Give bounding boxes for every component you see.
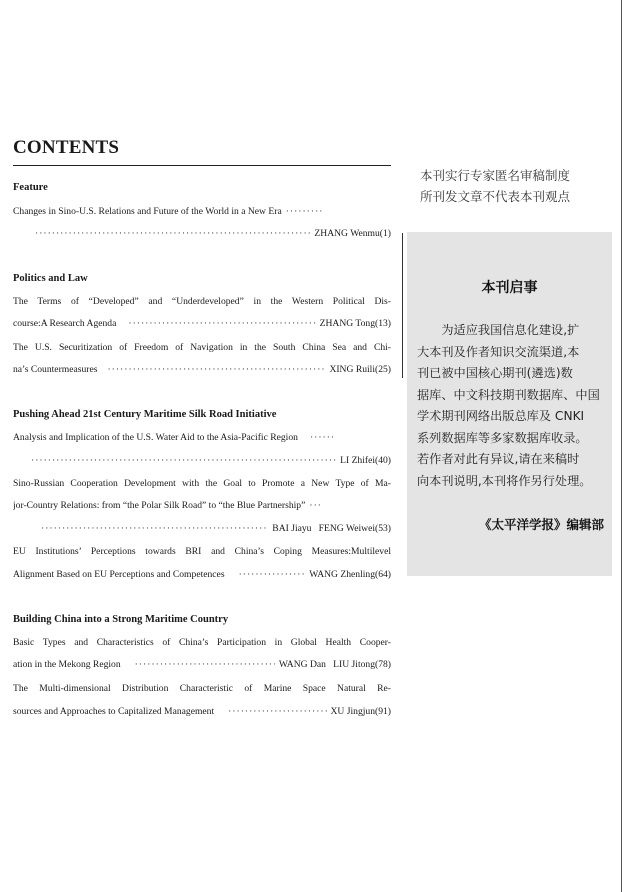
entry-title: Basic Types and Characteristics of China’s Participation in Global Health Cooper- [13, 637, 391, 648]
review-note-line: 本刊实行专家匿名审稿制度 [420, 168, 571, 183]
toc-entry [13, 706, 391, 718]
column-divider [402, 233, 403, 378]
section-heading-maritime-country: Building China into a Strong Maritime Country [13, 614, 229, 625]
entry-author: WANG Zhenling(64) [309, 569, 391, 580]
entry-title: Analysis and Implication of the U.S. Water Aid to the Asia-Pacific Region [13, 432, 298, 443]
leader-dots [135, 659, 275, 671]
leader-dots [107, 364, 325, 376]
notice-line: 为适应我国信息化建设,扩 [417, 323, 580, 337]
leader-dots [41, 523, 268, 535]
toc-entry [13, 500, 391, 512]
entry-title: EU Institutions’ Perceptions towards BRI and China’s Coping Measures:Multilevel [13, 546, 391, 557]
section-heading-silk-road: Pushing Ahead 21st Century Maritime Silk Road Initiative [13, 409, 277, 420]
toc-entry [13, 455, 391, 467]
leader-dots [35, 228, 310, 240]
toc-entry [13, 432, 391, 444]
entry-author: BAI Jiayu FENG Weiwei(53) [272, 523, 391, 534]
notice-body [417, 320, 603, 492]
entry-title: Sino-Russian Cooperation Development with the Goal to Promote a New Type of Ma- [13, 478, 391, 489]
notice-line: 系列数据库等多家数据库收录。 [417, 430, 588, 445]
leader-dots [31, 455, 336, 467]
notice-line: 大本刊及作者知识交流渠道,本 [417, 344, 580, 359]
toc-entry [13, 659, 391, 671]
toc-entry [13, 206, 391, 218]
entry-author: WANG Dan LIU Jitong(78) [278, 659, 391, 670]
entry-author: LI Zhifei(40) [340, 455, 391, 466]
notice-line: 据库、中文科技期刊数据库、中国 [417, 387, 600, 402]
entry-title: jor-Country Relations: from “the Polar Silk Road” to “the Blue Partnership” [13, 500, 306, 511]
toc-entry [13, 523, 391, 535]
entry-title: na’s Countermeasures [13, 364, 98, 375]
notice-line: 向本刊说明,本刊将作另行处理。 [417, 473, 592, 488]
entry-title: Changes in Sino-U.S. Relations and Future of the World in a New Era [13, 206, 282, 217]
notice-line: 学术期刊网络出版总库及 CNKI [417, 409, 585, 423]
contents-title: CONTENTS [13, 137, 120, 158]
leader-dots [128, 318, 315, 330]
entry-author: XU Jingjun(91) [330, 706, 391, 717]
entry-title: sources and Approaches to Capitalized Management [13, 706, 215, 717]
toc-entry [13, 318, 391, 330]
entry-title: The Multi-dimensional Distribution Characteristic of Marine Space Natural Re- [13, 683, 391, 694]
notice-line: 刊已被中国核心期刊(遴选)数 [417, 366, 573, 380]
notice-signature: 《太平洋学报》编辑部 [478, 517, 604, 532]
entry-title: ation in the Mekong Region [13, 659, 121, 670]
notice-line: 若作者对此有异议,请在来稿时 [417, 452, 580, 466]
title-rule [13, 165, 391, 166]
entry-author: XING Ruili(25) [329, 364, 391, 375]
notice-title: 本刊启事 [481, 280, 538, 296]
notice-box [407, 232, 612, 576]
review-note-line: 所刊发文章不代表本刊观点 [420, 189, 571, 204]
entry-title: The Terms of “Developed” and “Underdeveloped” in the Western Political Dis- [13, 296, 391, 307]
leader-dots [286, 206, 322, 218]
entry-author: ZHANG Tong(13) [319, 318, 391, 329]
entry-title: Alignment Based on EU Perceptions and Competences [13, 569, 225, 580]
entry-author: ZHANG Wenmu(1) [314, 228, 391, 239]
leader-dots [310, 432, 336, 444]
toc-entry [13, 228, 391, 240]
toc-entry [13, 569, 391, 581]
entry-title: course:A Research Agenda [13, 318, 117, 329]
leader-dots [309, 500, 321, 512]
toc-entry [13, 364, 391, 376]
leader-dots [228, 706, 326, 718]
page-edge-line [621, 0, 622, 892]
section-heading-feature: Feature [13, 182, 48, 193]
entry-title: The U.S. Securitization of Freedom of Navigation in the South China Sea and Chi- [13, 342, 391, 353]
section-heading-politics: Politics and Law [13, 273, 88, 284]
leader-dots [239, 569, 306, 581]
